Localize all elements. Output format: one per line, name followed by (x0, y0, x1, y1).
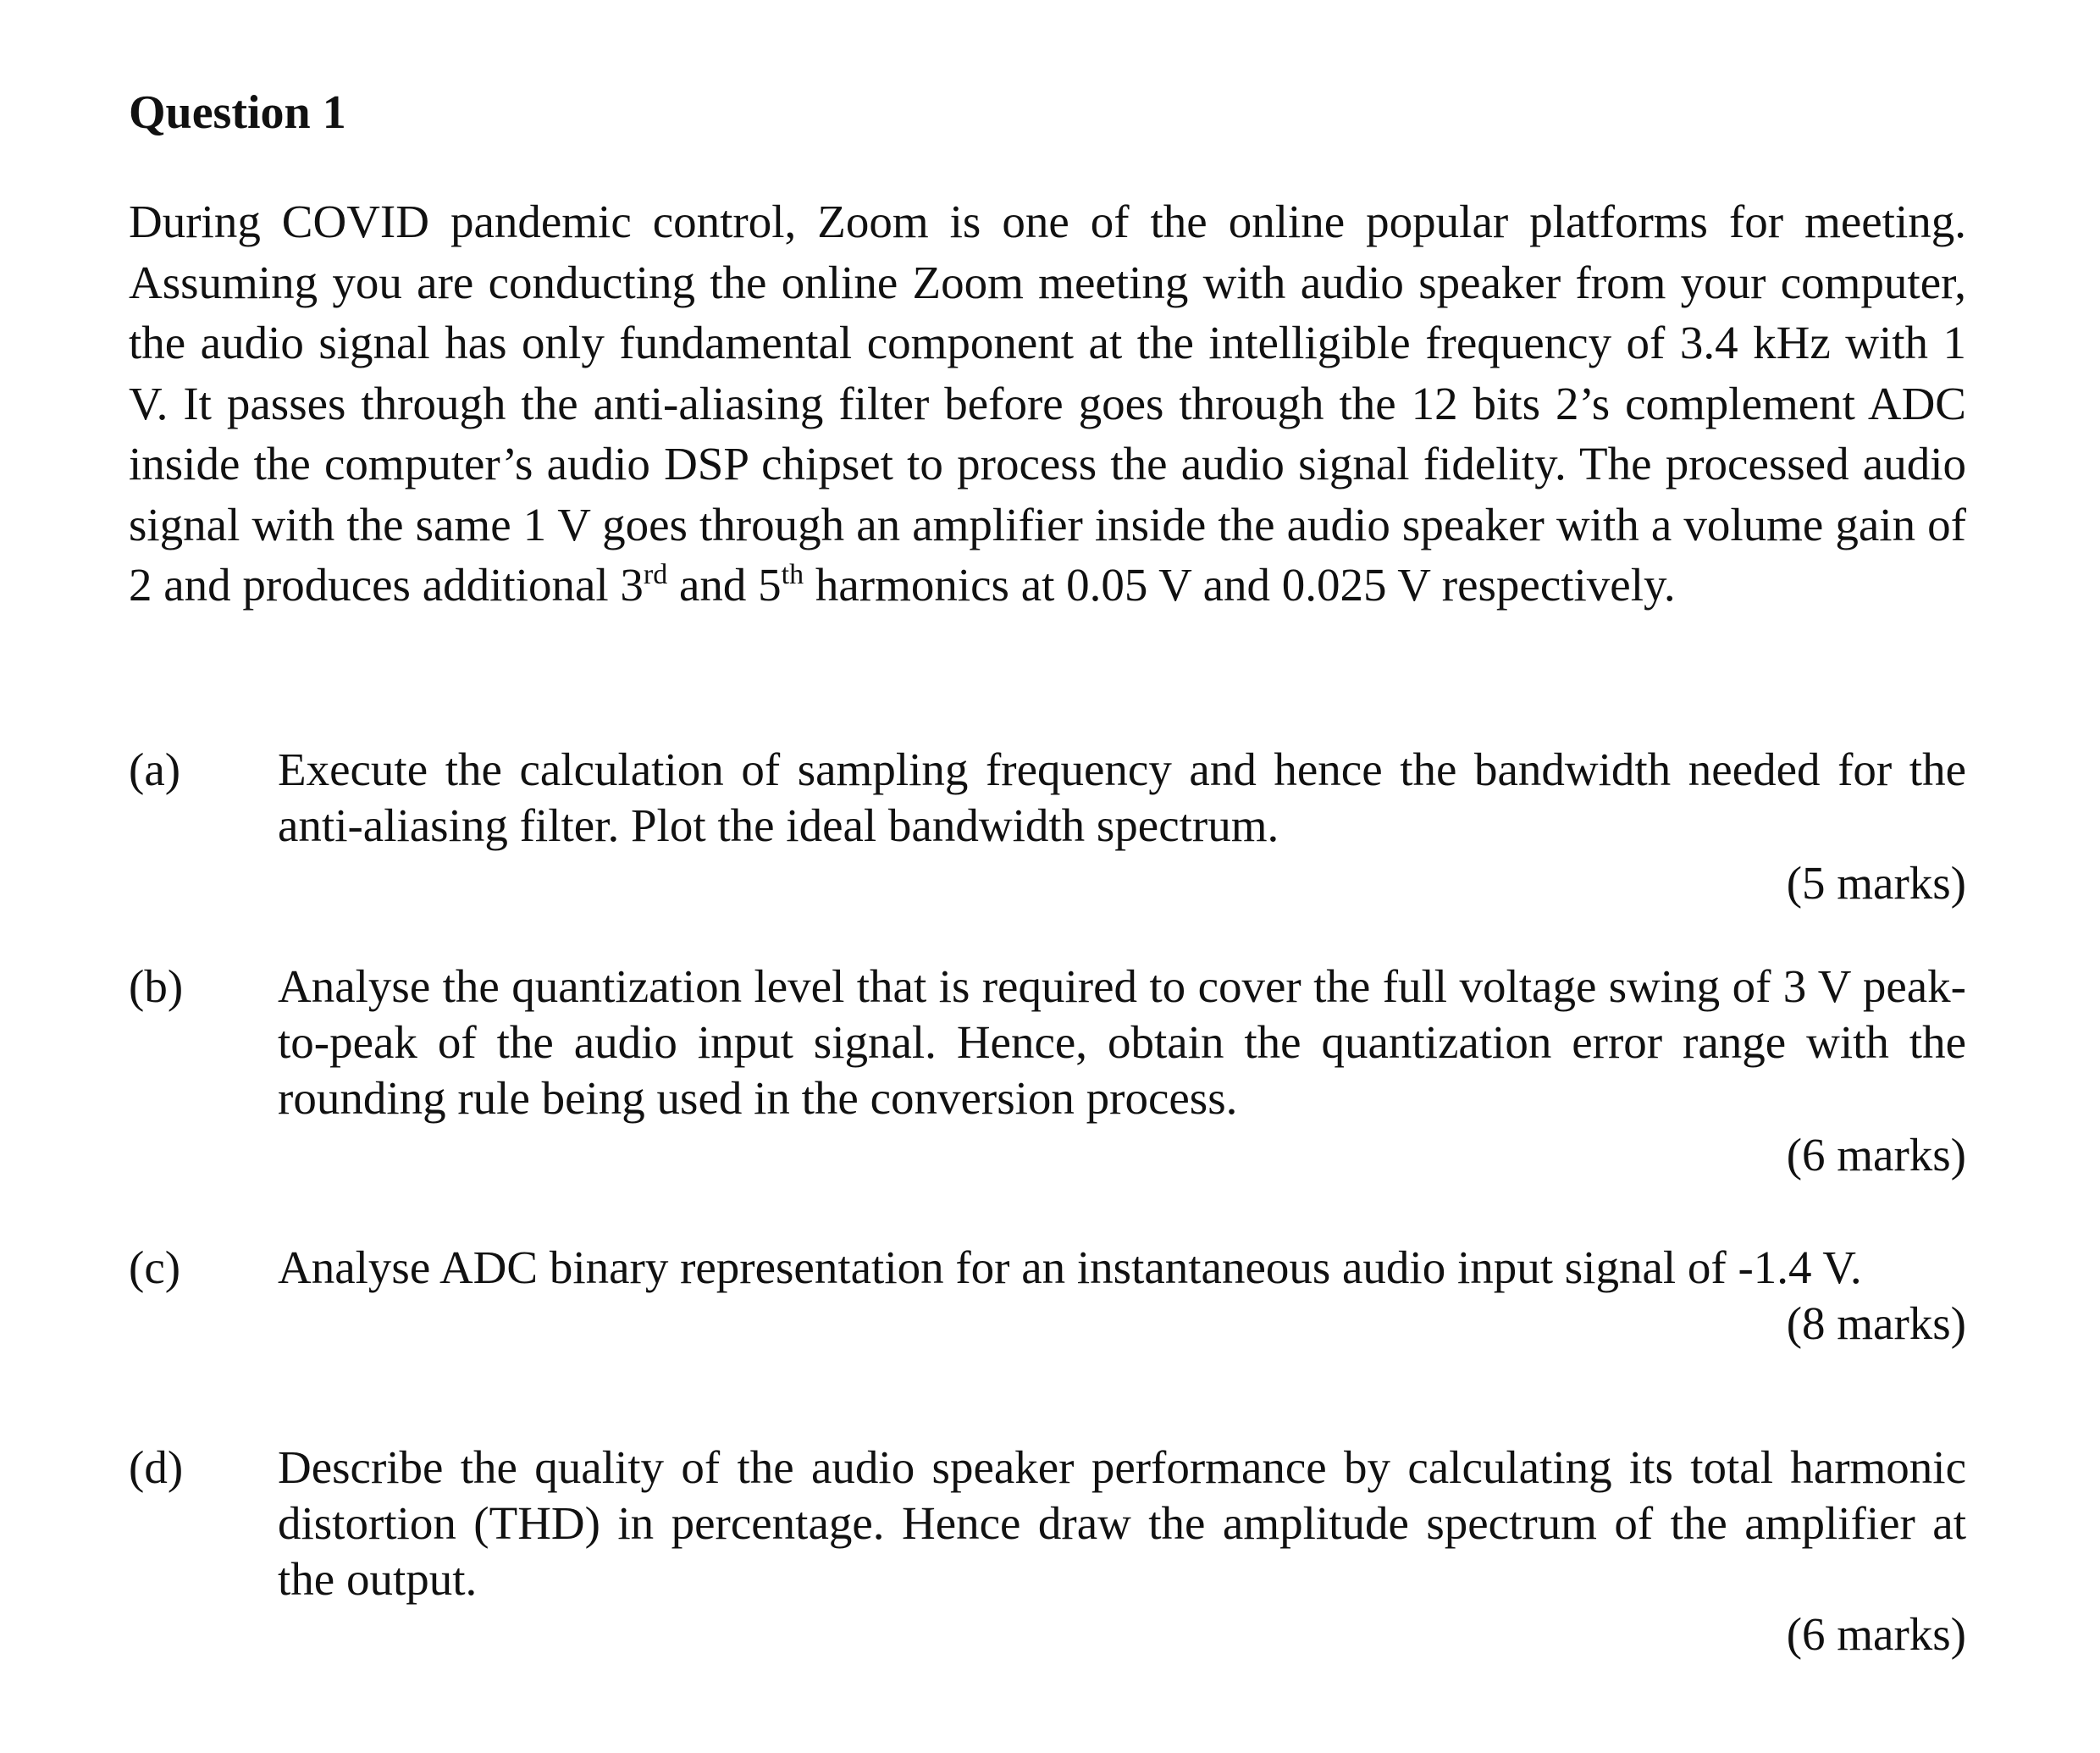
intro-text-part2: and 5 (667, 559, 782, 611)
part-c-text: Analyse ADC binary representation for an instantaneous audio input signal of -1.4 V. (278, 1241, 1862, 1293)
part-b-marks: (6 marks) (1786, 1129, 1966, 1181)
part-b-label: (b) (129, 960, 184, 1012)
superscript-th: th (781, 559, 804, 590)
part-b-text: Analyse the quantization level that is required to cover the full voltage swing of 3 V peak-to-peak of the audio input signal. Hence, obtain the quantization error range with the rounding rule being used in the conversion process. (278, 960, 1966, 1124)
part-a-text: Execute the calculation of sampling frequency and hence the bandwidth needed for the anti-aliasing filter. Plot the ideal bandwidth spectrum. (278, 744, 1966, 851)
part-d-label: (d) (129, 1441, 184, 1493)
part-d-text: Describe the quality of the audio speaker performance by calculating its total harmonic distortion (THD) in percentage. Hence draw the amplitude spectrum of the amplifier at the output. (278, 1441, 1966, 1605)
superscript-rd: rd (643, 559, 668, 590)
part-d-marks: (6 marks) (1786, 1608, 1966, 1660)
part-a-marks: (5 marks) (1786, 857, 1966, 909)
intro-text-part1: During COVID pandemic control, Zoom is one of the online popular platforms for meeting. Assuming you are conducting the online Zoom meeting with audio speaker from your computer, the audio signal has only fundamental component at the intelligible frequency of 3.4 kHz with 1 V. It passes through the anti-aliasing filter before goes through the 12 bits 2’s complement ADC inside the computer’s audio DSP chipset to process the audio signal fidelity. The processed audio signal with the same 1 V goes through an amplifier inside the audio speaker with a volume gain of 2 and produces additional 3 (129, 196, 1966, 611)
question-heading: Question 1 (129, 86, 346, 139)
intro-text-part3: harmonics at 0.05 V and 0.025 V respectively. (804, 559, 1676, 611)
part-c-label: (c) (129, 1241, 181, 1293)
question-intro (129, 191, 1966, 616)
part-c-marks: (8 marks) (1786, 1297, 1966, 1349)
part-a-label: (a) (129, 744, 181, 795)
